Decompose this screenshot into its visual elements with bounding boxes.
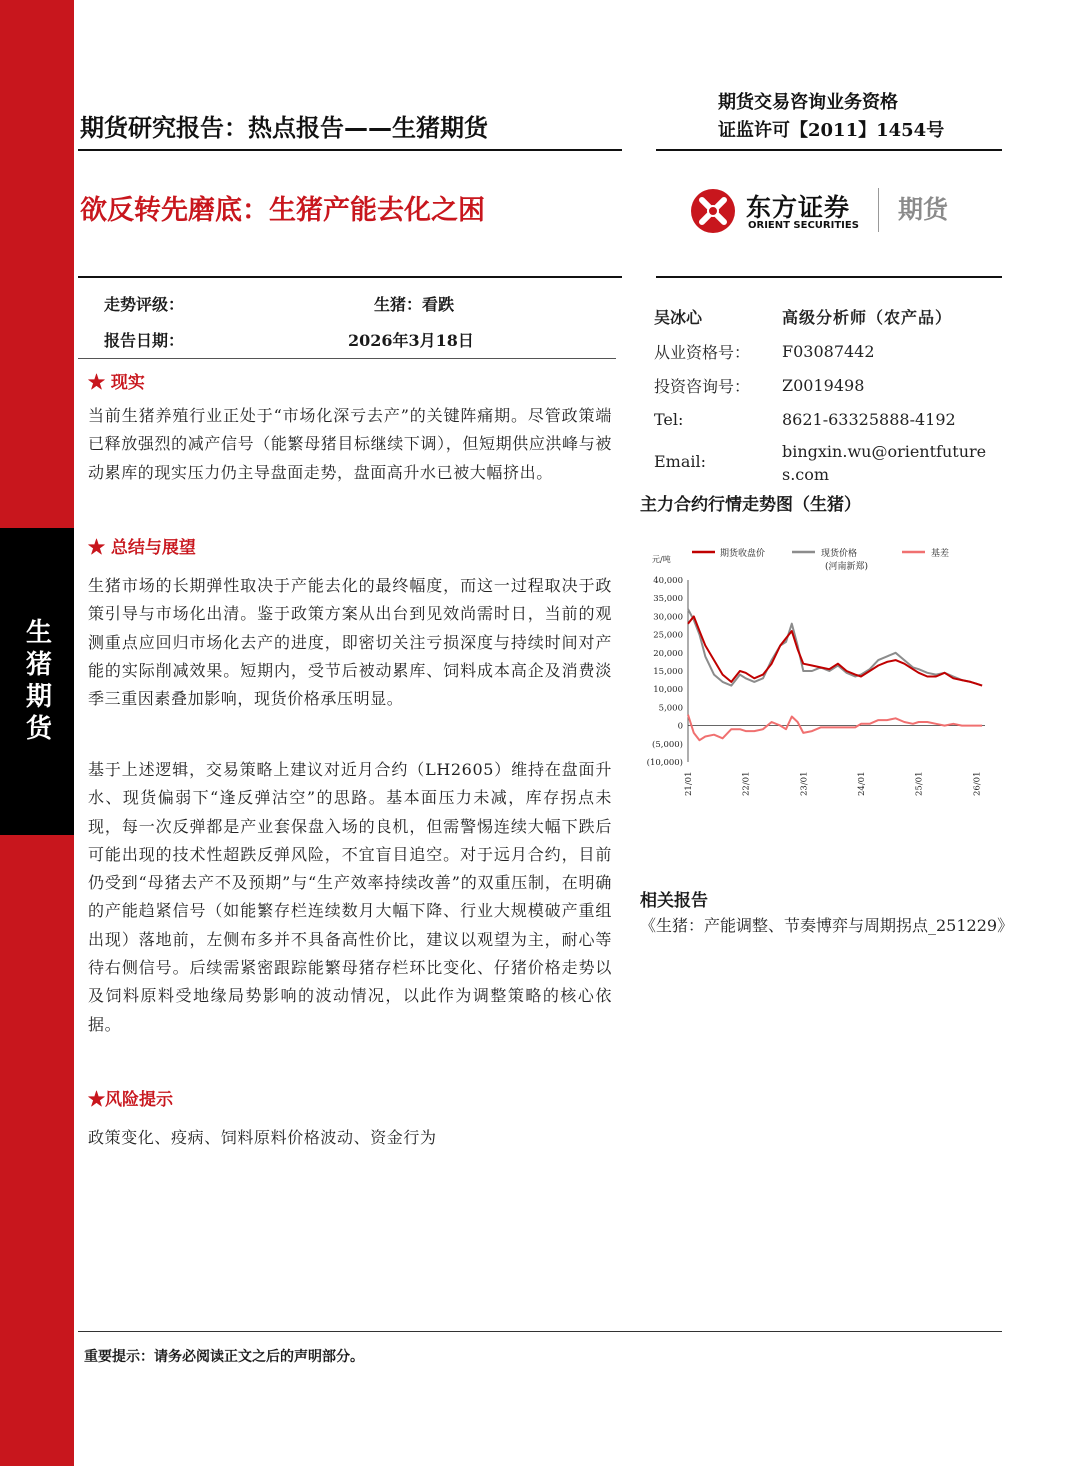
y-tick-label: 5,000 — [658, 703, 683, 714]
y-tick-label: (10,000) — [646, 758, 683, 768]
x-tick-label: 24/01 — [857, 771, 868, 796]
date-label: 报告日期： — [104, 331, 185, 350]
y-tick-label: 40,000 — [653, 576, 683, 586]
orient-securities-logo — [688, 184, 988, 236]
y-tick-label: 20,000 — [653, 648, 683, 659]
x-tick-label: 22/01 — [741, 771, 752, 796]
section-risk-title: ★风险提示 — [88, 1090, 173, 1110]
consult-label: 投资咨询号： — [654, 377, 751, 396]
logo-mark-icon — [688, 186, 738, 236]
series-futures-line — [688, 616, 982, 685]
x-tick-label: 26/01 — [972, 771, 983, 796]
logo-text-cn: 东方证券 — [746, 193, 851, 222]
y-tick-label: 35,000 — [653, 594, 683, 605]
chart-title: 主力合约行情走势图（生猪） — [640, 495, 861, 515]
email-value[interactable]: bingxin.wu@orientfutures.com — [782, 442, 987, 484]
logo-text-en: ORIENT SECURITIES — [748, 220, 859, 231]
footer-note: 重要提示：请务必阅读正文之后的声明部分。 — [84, 1349, 364, 1365]
legend-futures: 期货收盘价 — [720, 549, 766, 559]
section-risk-text: 政策变化、疫病、饲料原料价格波动、资金行为 — [88, 1128, 437, 1147]
y-tick-label: 0 — [677, 721, 683, 732]
header-bottom-rule-left — [78, 276, 622, 278]
legend-spot: 现货价格 — [821, 549, 858, 559]
section-outlook-p1: 生猪市场的长期弹性取决于产能去化的最终幅度，而这一过程取决于政策引导与市场化出清。鉴于政策方案从出台到见效尚需时日，当前的观测重点应回归市场化去产的进度，即密切关注亏损深度与持续时间对产能的实际削减效果。短期内，受节后被动累库、饲料成本高企及消费淡季三重因素叠加影响，现货价格承压明显。 — [88, 576, 612, 709]
tel-value: 8621-63325888-4192 — [782, 410, 956, 429]
section-outlook-p2: 基于上述逻辑，交易策略上建议对近月合约（LH2605）维持在盘面升水、现货偏弱下“逢反弹沽空”的思路。基本面压力未减，库存拐点未现，每一次反弹都是产业套保盘入场的良机，但需警惕连续大幅下跌后可能出现的技术性超跌反弹风险，不宜盲目追空。对于远月合约，目前仍受到“母猪去产不及预期”与“生产效率持续改善”的双重压制，在明确的产能趋紧信号（如能繁存栏连续数月大幅下降、行业大规模破产重组出现）落地前，左侧布多并不具备高性价比，建议以观望为主，耐心等待右侧信号。后续需紧密跟踪能繁母猪存栏环比变化、仔猪价格走势以及饲料原料受地缘局势影响的波动情况，以此作为调整策略的核心依据。 — [88, 760, 612, 1034]
section-reality-text: 当前生猪养殖行业正处于“市场化深亏去产”的关键阵痛期。尽管政策端已释放强烈的减产信号（能繁母猪目标继续下调），但短期供应洪峰与被动累库的现实压力仍主导盘面走势，盘面高升水已被大幅挤出。 — [88, 406, 612, 482]
legend-basis: 基差 — [931, 549, 950, 559]
series-basis-line — [688, 715, 982, 741]
price-chart — [640, 540, 1000, 810]
date-value: 2026年3月18日 — [348, 331, 474, 350]
rating-value: 生猪：看跌 — [374, 295, 455, 314]
analyst-name: 吴冰心 — [654, 308, 703, 327]
y-tick-label: 30,000 — [653, 612, 683, 623]
analyst-title: 高级分析师（农产品） — [782, 308, 953, 327]
cert-label: 从业资格号： — [654, 343, 751, 362]
report-subtitle: 欲反转先磨底：生猪产能去化之困 — [80, 195, 485, 226]
consult-value: Z0019498 — [782, 376, 865, 395]
chart-ylabel: 元/吨 — [652, 555, 671, 564]
related-heading: 相关报告 — [640, 891, 708, 911]
footer-rule — [78, 1331, 1002, 1332]
tel-label: Tel: — [654, 410, 684, 429]
x-tick-label: 23/01 — [799, 771, 810, 796]
logo-divider — [878, 188, 879, 232]
header-bottom-rule-right — [656, 276, 1002, 278]
title-rule — [78, 149, 622, 151]
y-tick-label: 25,000 — [653, 630, 683, 641]
legend-spot-note: (河南新郑) — [825, 562, 869, 572]
related-report-link[interactable]: 《生猪：产能调整、节奏博弈与周期拐点_251229》 — [640, 916, 1014, 935]
meta-rule — [78, 358, 616, 359]
side-label: 生猪期货 — [21, 617, 52, 746]
y-tick-label: 10,000 — [653, 685, 683, 696]
chart-legend — [652, 547, 949, 572]
logo-text-futures: 期货 — [898, 195, 949, 224]
y-tick-label: 15,000 — [653, 667, 683, 677]
x-tick-label: 25/01 — [914, 771, 925, 796]
cert-value: F03087442 — [782, 342, 875, 361]
rating-label: 走势评级： — [104, 295, 185, 314]
series-spot-line — [688, 609, 982, 686]
section-outlook-title: ★ 总结与展望 — [88, 538, 196, 558]
qualification-rule — [656, 149, 1002, 151]
report-title: 期货研究报告：热点报告——生猪期货 — [80, 114, 488, 142]
side-label-box — [0, 528, 74, 835]
qualification-line1: 期货交易咨询业务资格 — [718, 92, 898, 113]
email-label: Email: — [654, 452, 707, 471]
y-tick-label: (5,000) — [652, 739, 683, 750]
section-reality-title: ★ 现实 — [88, 373, 145, 393]
x-tick-label: 21/01 — [684, 771, 694, 796]
qualification-line2: 证监许可【2011】1454号 — [718, 120, 945, 141]
